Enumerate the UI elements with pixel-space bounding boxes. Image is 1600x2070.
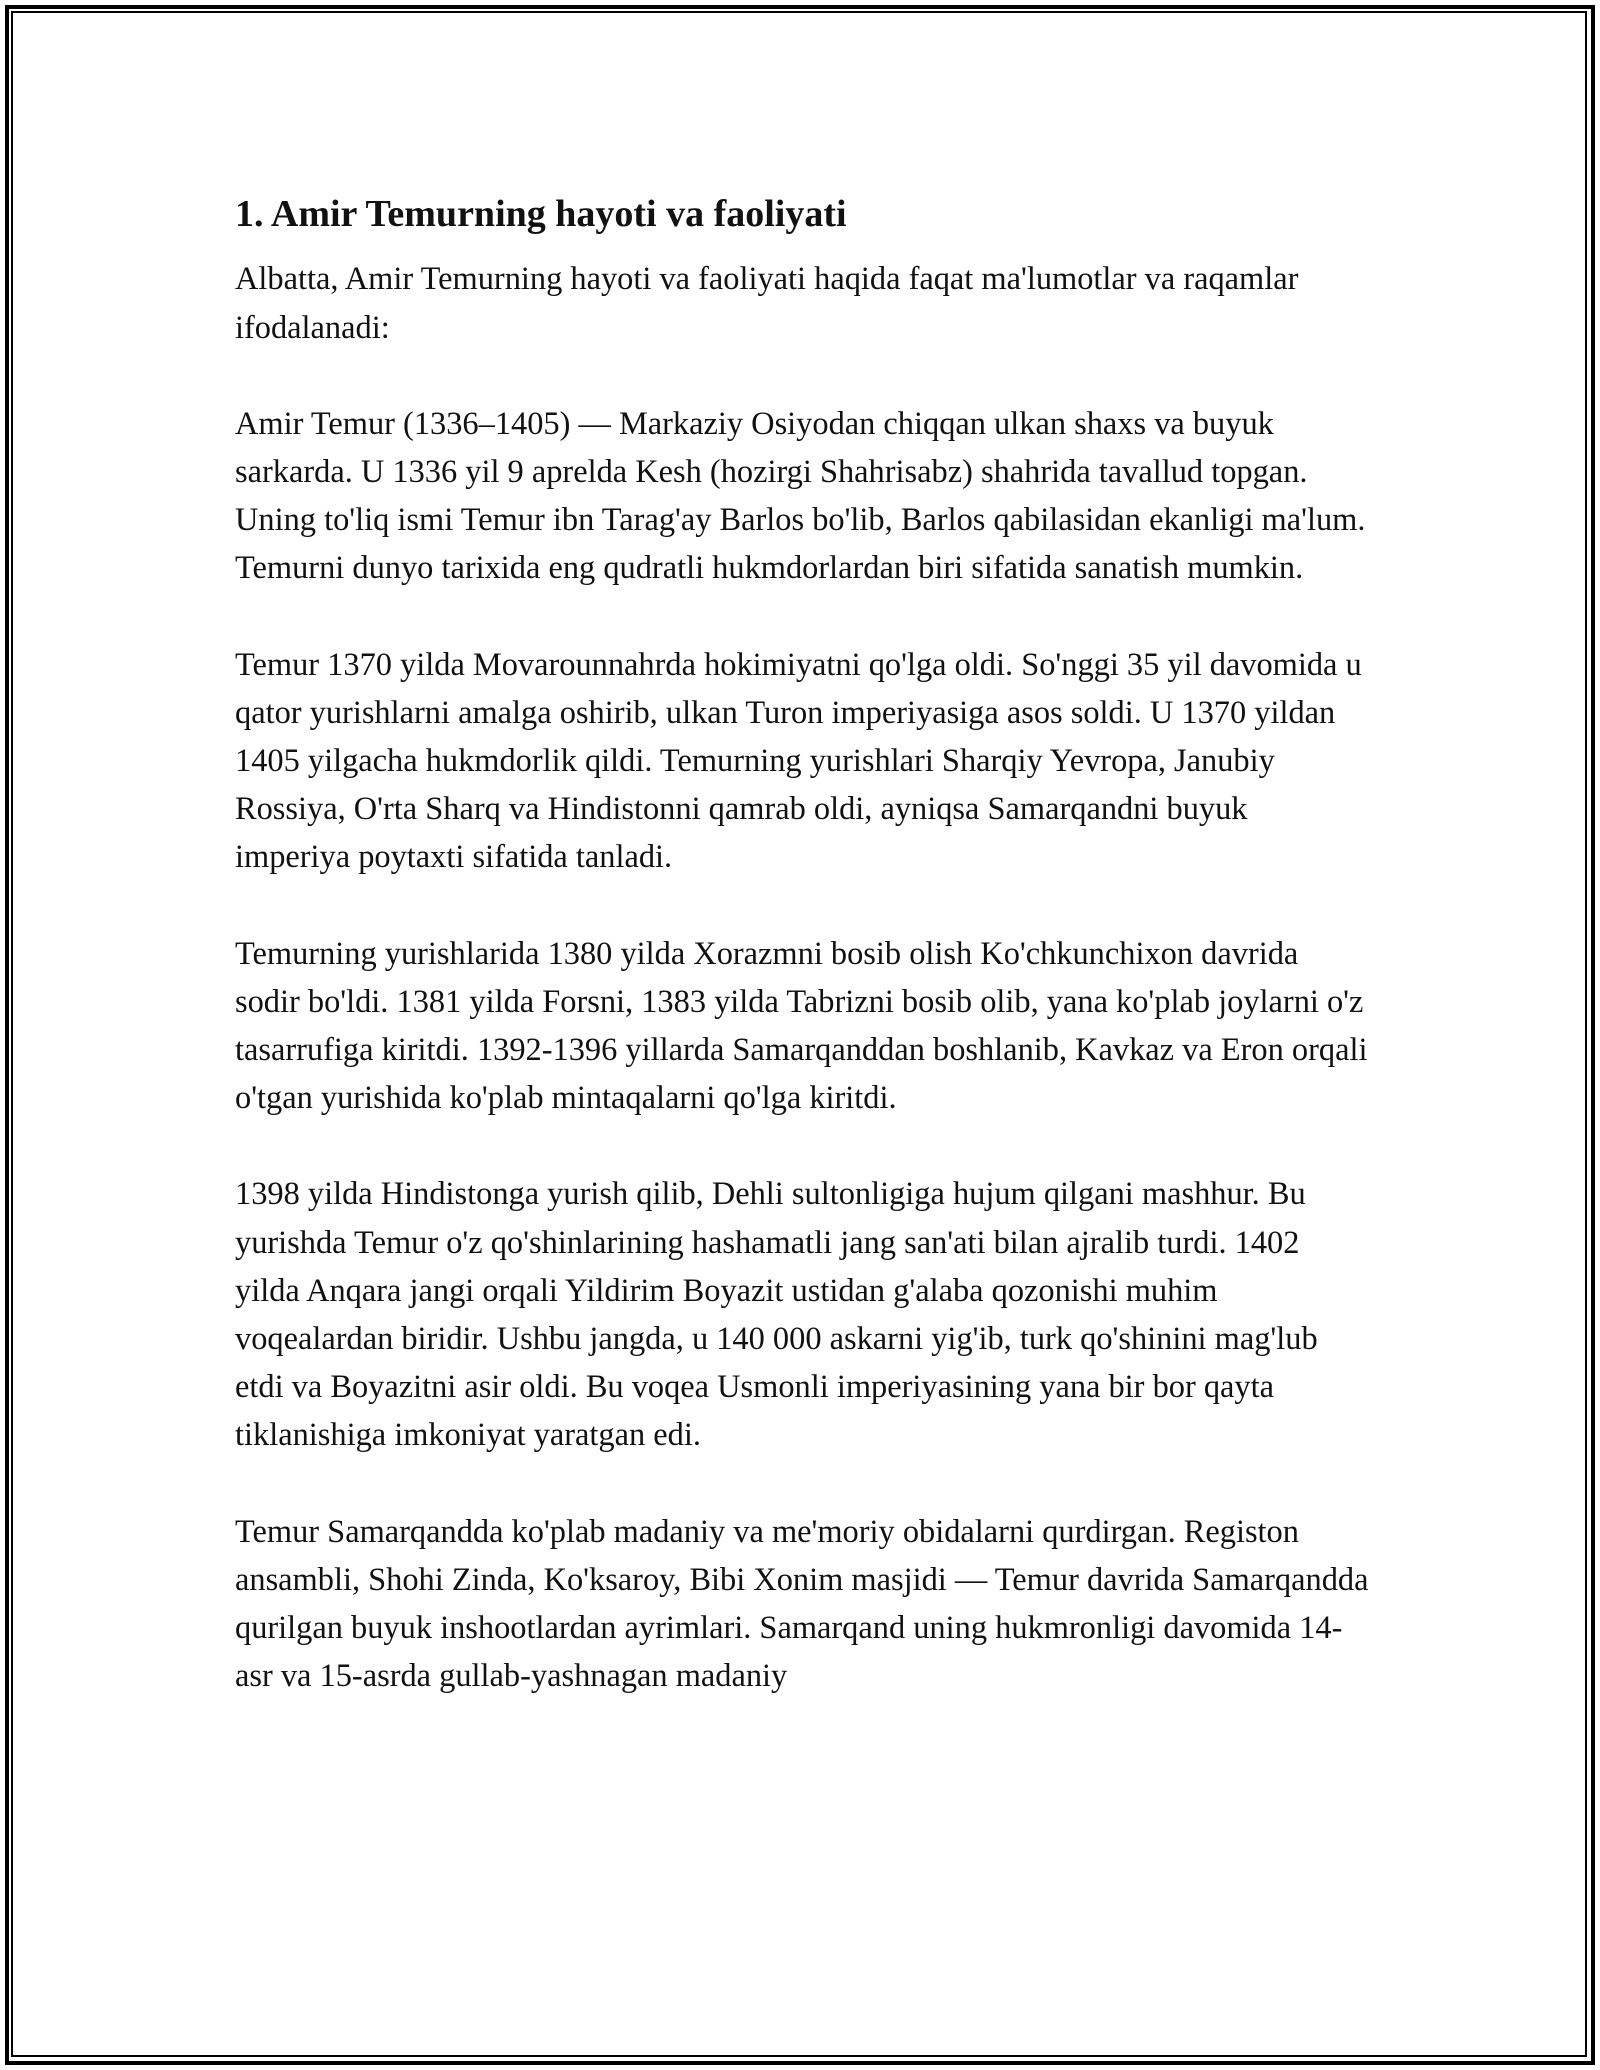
paragraph-campaigns: Temurning yurishlarida 1380 yilda Xorazmni bosib olish Ko'chkunchixon davrida sodir bo'ldi. 1381 yilda Forsni, 1383 yilda Tabrizni bosib olib, yana ko'plab joylarni o'z tasarrufiga kiritdi. 1392-1396 yillarda Samarqanddan boshlanib, Kavkaz va Eron orqali o'tgan yurishida ko'plab mintaqalarni qo'lga kiritdi. (235, 935, 1368, 1117)
document-body (235, 180, 1370, 1748)
paragraph-intro: Albatta, Amir Temurning hayoti va faoliyati haqida faqat ma'lumotlar va raqamlar ifodalanadi: (235, 261, 1299, 346)
paragraph-rule: Temur 1370 yilda Movarounnahrda hokimiyatni qo'lga oldi. So'nggi 35 yil davomida u qator yurishlarni amalga oshirib, ulkan Turon imperiyasiga asos soldi. U 1370 yildan 1405 yilgacha hukmdorlik qildi. Temurning yurishlari Sharqiy Yevropa, Janubiy Rossiya, O'rta Sharq va Hindistonni qamrab oldi, ayniqsa Samarqandni buyuk imperiya poytaxti sifatida tanladi. (235, 646, 1362, 876)
paragraph-india-ankara: 1398 yilda Hindistonga yurish qilib, Dehli sultonligiga hujum qilgani mashhur. Bu yurishda Temur o'z qo'shinlarining hashamatli jang san'ati bilan ajralib turdi. 1402 yilda Anqara jangi orqali Yildirim Boyazit ustidan g'alaba qozonishi muhim voqealardan biridir. Ushbu jangda, u 140 000 askarni yig'ib, turk qo'shinini mag'lub etdi va Boyazitni asir oldi. Bu voqea Usmonli imperiyasining yana bir bor qayta tiklanishiga imkoniyat yaratgan edi. (235, 1176, 1318, 1454)
section-heading: 1. Amir Temurning hayoti va faoliyati (235, 193, 847, 235)
paragraph-biography: Amir Temur (1336–1405) — Markaziy Osiyodan chiqqan ulkan shaxs va buyuk sarkarda. U 1336 yil 9 aprelda Kesh (hozirgi Shahrisabz) shahrida tavallud topgan. Uning to'liq ismi Temur ibn Tarag'ay Barlos bo'lib, Barlos qabilasidan ekanligi ma'lum. Temurni dunyo tarixida eng qudratli hukmdorlardan biri sifatida sanatish mumkin. (235, 405, 1366, 587)
paragraph-samarkand: Temur Samarqandda ko'plab madaniy va me'moriy obidalarni qurdirgan. Registon ansambli, Shohi Zinda, Ko'ksaroy, Bibi Xonim masjidi — Temur davrida Samarqandda qurilgan buyuk inshootlardan ayrimlari. Samarqand uning hukmronligi davomida 14-asr va 15-asrda gullab-yashnagan madaniy (235, 1513, 1369, 1695)
